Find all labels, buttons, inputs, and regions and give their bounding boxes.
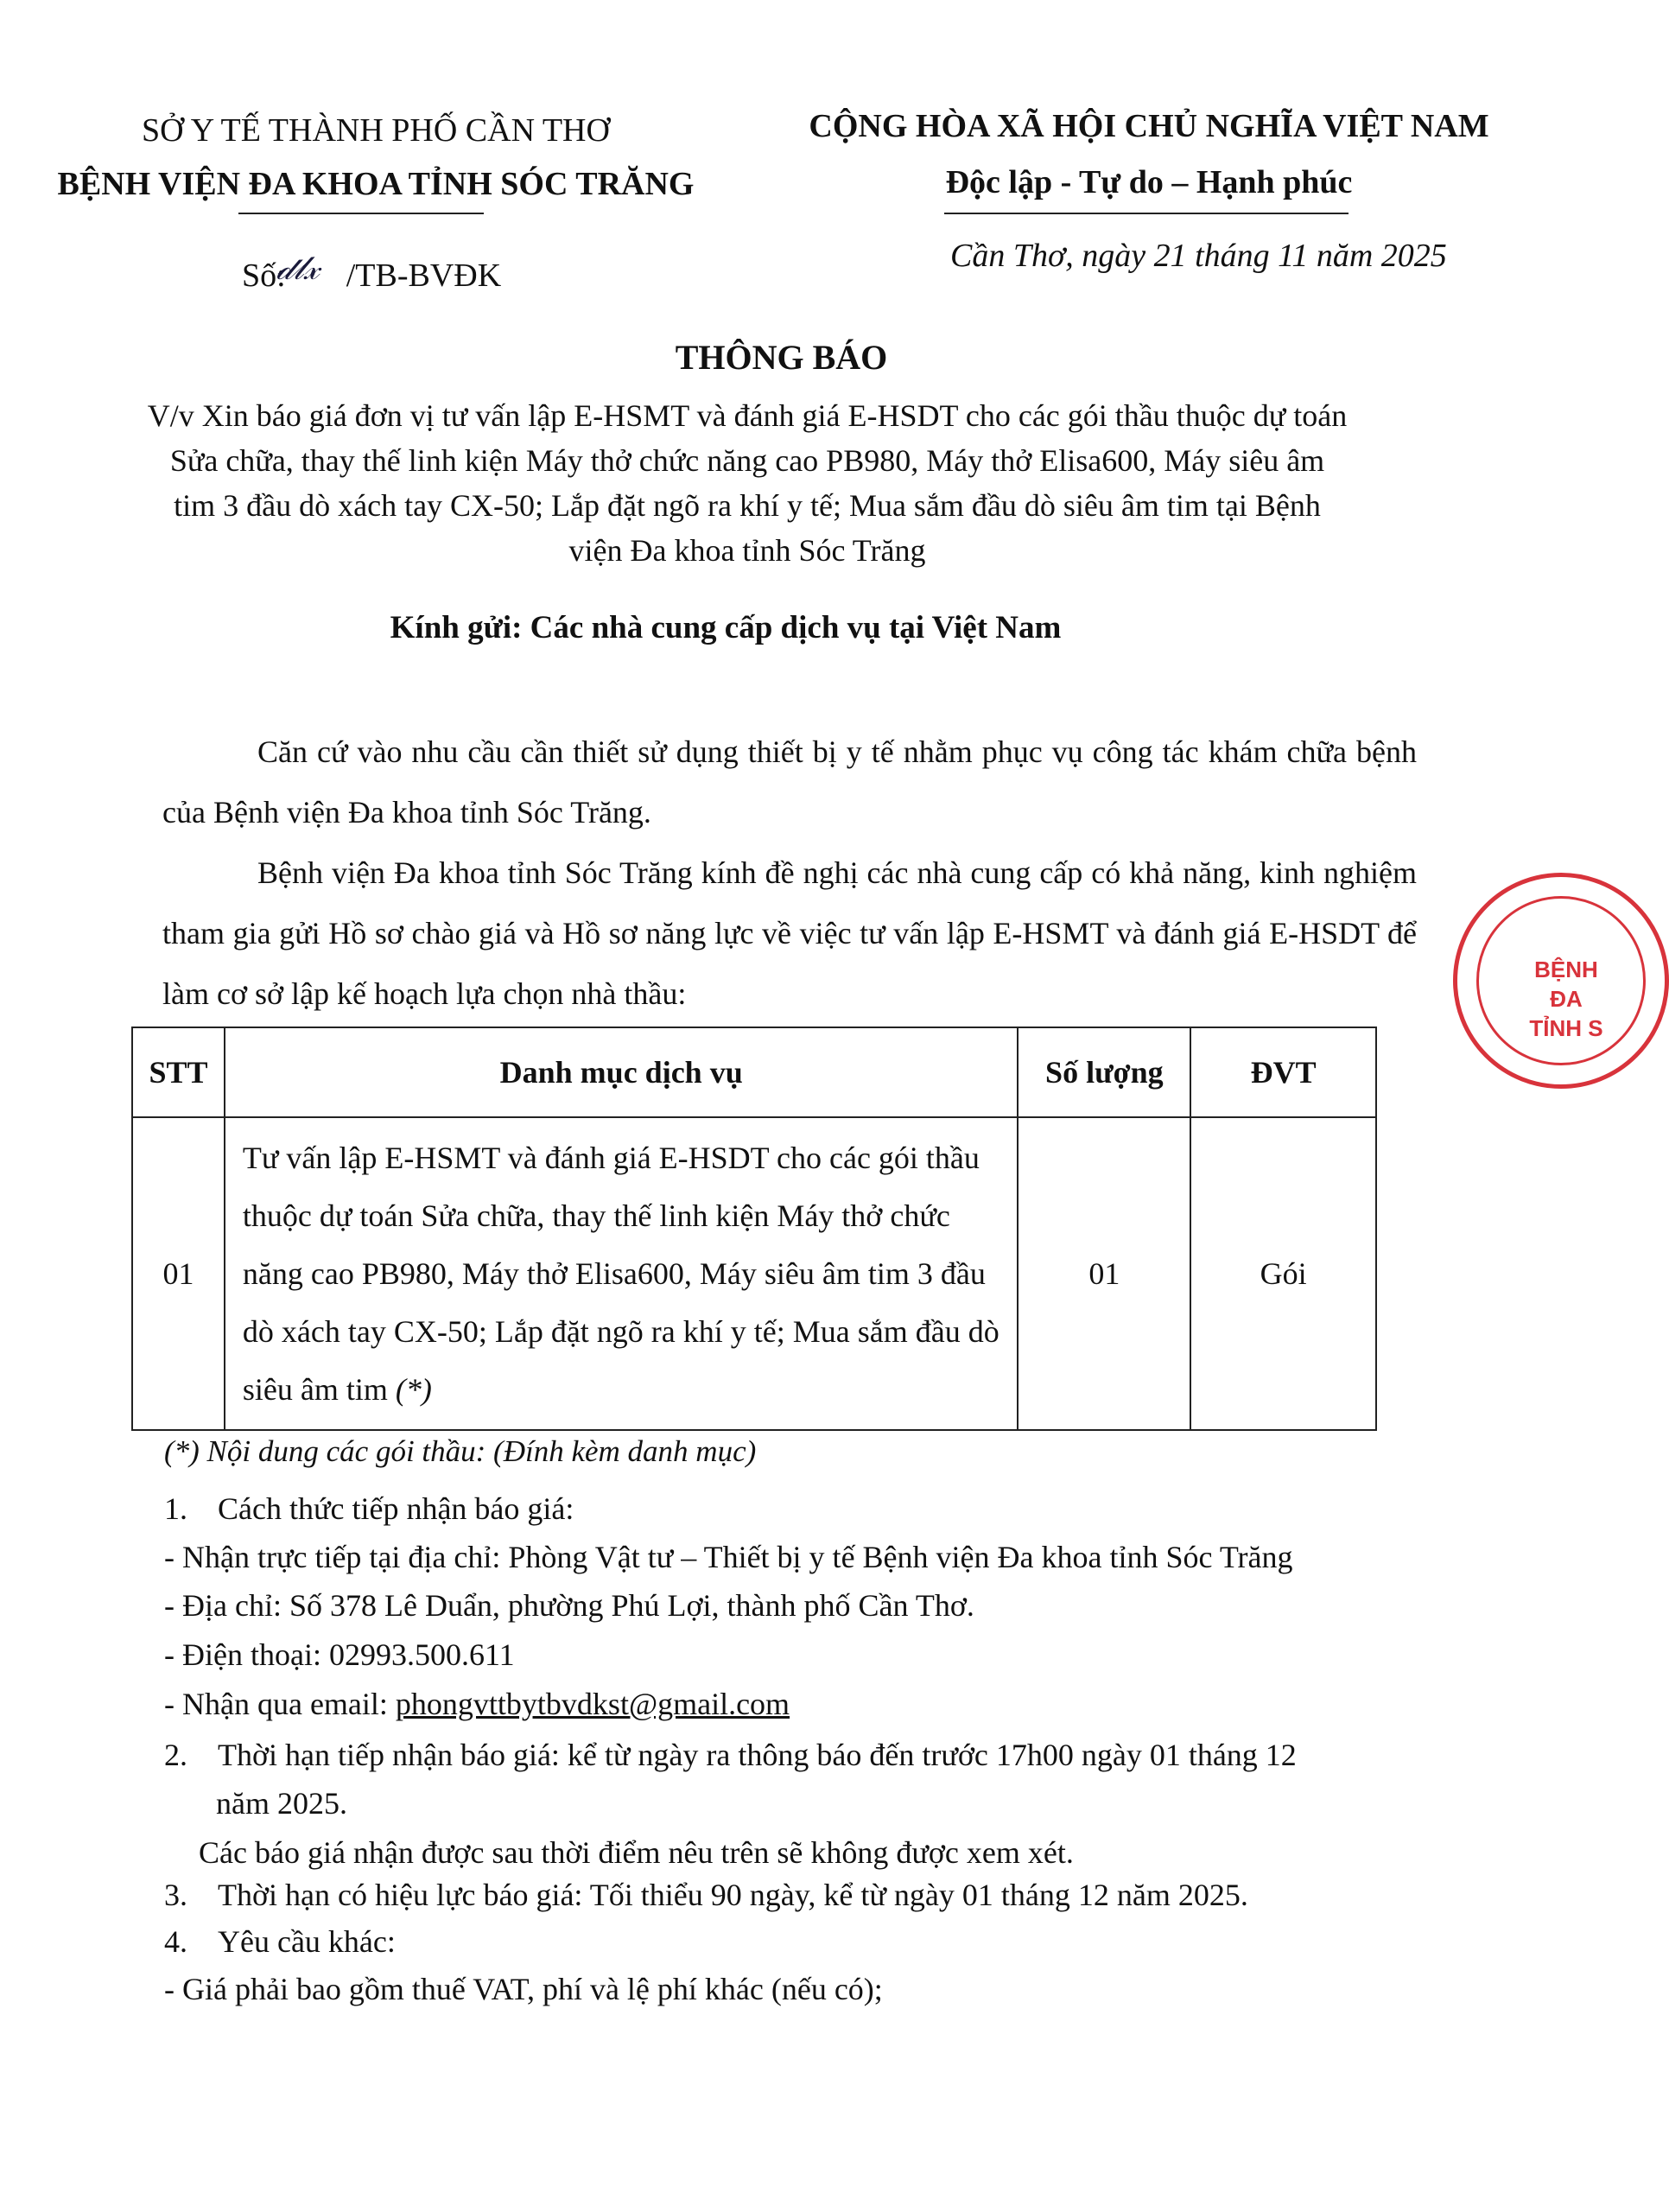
service-mark: (*): [395, 1371, 432, 1407]
header-service: Danh mục dịch vụ: [225, 1027, 1019, 1117]
stamp-line-1: BỆNH: [1534, 957, 1598, 982]
table-row: [132, 1117, 1376, 1430]
cell-stt: 01: [132, 1117, 225, 1430]
email-label: - Nhận qua email:: [164, 1687, 396, 1721]
section-2-number: 2.: [164, 1738, 187, 1772]
document-date: Cần Thơ, ngày 21 tháng 11 năm 2025: [950, 238, 1447, 274]
notice-subject: V/v Xin báo giá đơn vị tư vấn lập E-HSMT và đánh giá E-HSDT cho các gói thầu thuộc dự toán Sửa chữa, thay thế linh kiện Máy thở chức năng cao PB980, Máy thở Elisa600, Máy siêu âm tim 3 đầu dò xách tay CX-50; Lắp đặt ngõ ra khí y tế; Mua sắm đầu dò siêu âm tim tại Bệnh viện Đa khoa tỉnh Sóc Trăng: [147, 398, 1348, 568]
number-suffix: /TB-BVĐK: [346, 257, 502, 294]
header-unit: ĐVT: [1190, 1027, 1376, 1117]
service-description: Tư vấn lập E-HSMT và đánh giá E-HSDT cho các gói thầu thuộc dự toán Sửa chữa, thay thế linh kiện Máy thở chức năng cao PB980, Máy thở Elisa600, Máy siêu âm tim 3 đầu dò xách tay CX-50; Lắp đặt ngõ ra khí y tế; Mua sắm đầu dò siêu âm tim: [242, 1140, 999, 1407]
section-4-number: 4.: [164, 1924, 187, 1959]
national-motto: Độc lập - Tự do – Hạnh phúc: [945, 164, 1353, 200]
header-quantity: Số lượng: [1018, 1027, 1190, 1117]
service-table: [131, 1027, 1377, 1431]
section-3-line: [164, 1870, 1248, 1920]
header-left-underline: [238, 213, 484, 214]
section-3-number: 3.: [164, 1878, 187, 1912]
paragraph-basis: Căn cứ vào nhu cầu cần thiết sử dụng thiết bị y tế nhằm phục vụ công tác khám chữa bệnh của Bệnh viện Đa khoa tỉnh Sóc Trăng.: [162, 734, 1417, 830]
section-3-text: Thời hạn có hiệu lực báo giá: Tối thiểu 90 ngày, kể từ ngày 01 tháng 12 năm 2025.: [218, 1878, 1248, 1912]
recipient-line: Kính gửi: Các nhà cung cấp dịch vụ tại Việt Nam: [390, 610, 1062, 645]
table-footnote: (*) Nội dung các gói thầu: (Đính kèm danh mục): [164, 1434, 757, 1468]
notice-title: THÔNG BÁO: [675, 338, 888, 377]
email-link[interactable]: phongvttbytbvdkst@gmail.com: [395, 1687, 790, 1721]
header-right-underline: [944, 213, 1349, 214]
direct-receive-line: - Nhận trực tiếp tại địa chỉ: Phòng Vật tư – Thiết bị y tế Bệnh viện Đa khoa tỉnh Sóc Trăng: [164, 1540, 1293, 1574]
section-4-heading: [164, 1916, 396, 1967]
phone-line: - Điện thoại: 02993.500.611: [164, 1637, 515, 1672]
cell-service: [225, 1117, 1019, 1430]
handwritten-number-mark: 𝒹𝓁𝓍: [276, 249, 320, 287]
paragraph-request: Bệnh viện Đa khoa tỉnh Sóc Trăng kính đề nghị các nhà cung cấp có khả năng, kinh nghiệm tham gia gửi Hồ sơ chào giá và Hồ sơ năng lực về việc tư vấn lập E-HSMT và đánh giá E-HSDT để làm cơ sở lập kế hoạch lựa chọn nhà thầu:: [162, 855, 1417, 1011]
section-2-note: Các báo giá nhận được sau thời điểm nêu trên sẽ không được xem xét.: [199, 1835, 1074, 1870]
table-header-row: [132, 1027, 1376, 1117]
section-4-item-1: - Giá phải bao gồm thuế VAT, phí và lệ phí khác (nếu có);: [164, 1972, 883, 2006]
section-4-title: Yêu cầu khác:: [218, 1924, 396, 1959]
cell-quantity: 01: [1018, 1117, 1190, 1430]
country-name: CỘNG HÒA XÃ HỘI CHỦ NGHĨA VIỆT NAM: [809, 108, 1489, 144]
ministry-name: SỞ Y TẾ THÀNH PHỐ CẦN THƠ: [142, 112, 610, 149]
header-stt: STT: [132, 1027, 225, 1117]
stamp-line-2: ĐA: [1550, 986, 1583, 1012]
cell-unit: Gói: [1190, 1117, 1376, 1430]
number-prefix: Số:: [242, 257, 286, 294]
official-stamp: [1453, 873, 1669, 1089]
address-line: - Địa chỉ: Số 378 Lê Duẩn, phường Phú Lợi, thành phố Cần Thơ.: [164, 1588, 974, 1623]
section-1-number: 1.: [164, 1491, 187, 1526]
stamp-line-3: TỈNH S: [1529, 1015, 1603, 1041]
section-2-text-b: năm 2025.: [216, 1786, 347, 1821]
section-2-line-a: [164, 1730, 1297, 1780]
email-line: [164, 1679, 790, 1729]
section-1-title: Cách thức tiếp nhận báo giá:: [218, 1491, 574, 1526]
hospital-name: BỆNH VIỆN ĐA KHOA TỈNH SÓC TRĂNG: [57, 166, 695, 202]
stamp-text: [1514, 955, 1618, 1043]
section-1-heading: [164, 1484, 574, 1534]
section-2-text-a: Thời hạn tiếp nhận báo giá: kể từ ngày ra thông báo đến trước 17h00 ngày 01 tháng 12: [218, 1738, 1297, 1772]
